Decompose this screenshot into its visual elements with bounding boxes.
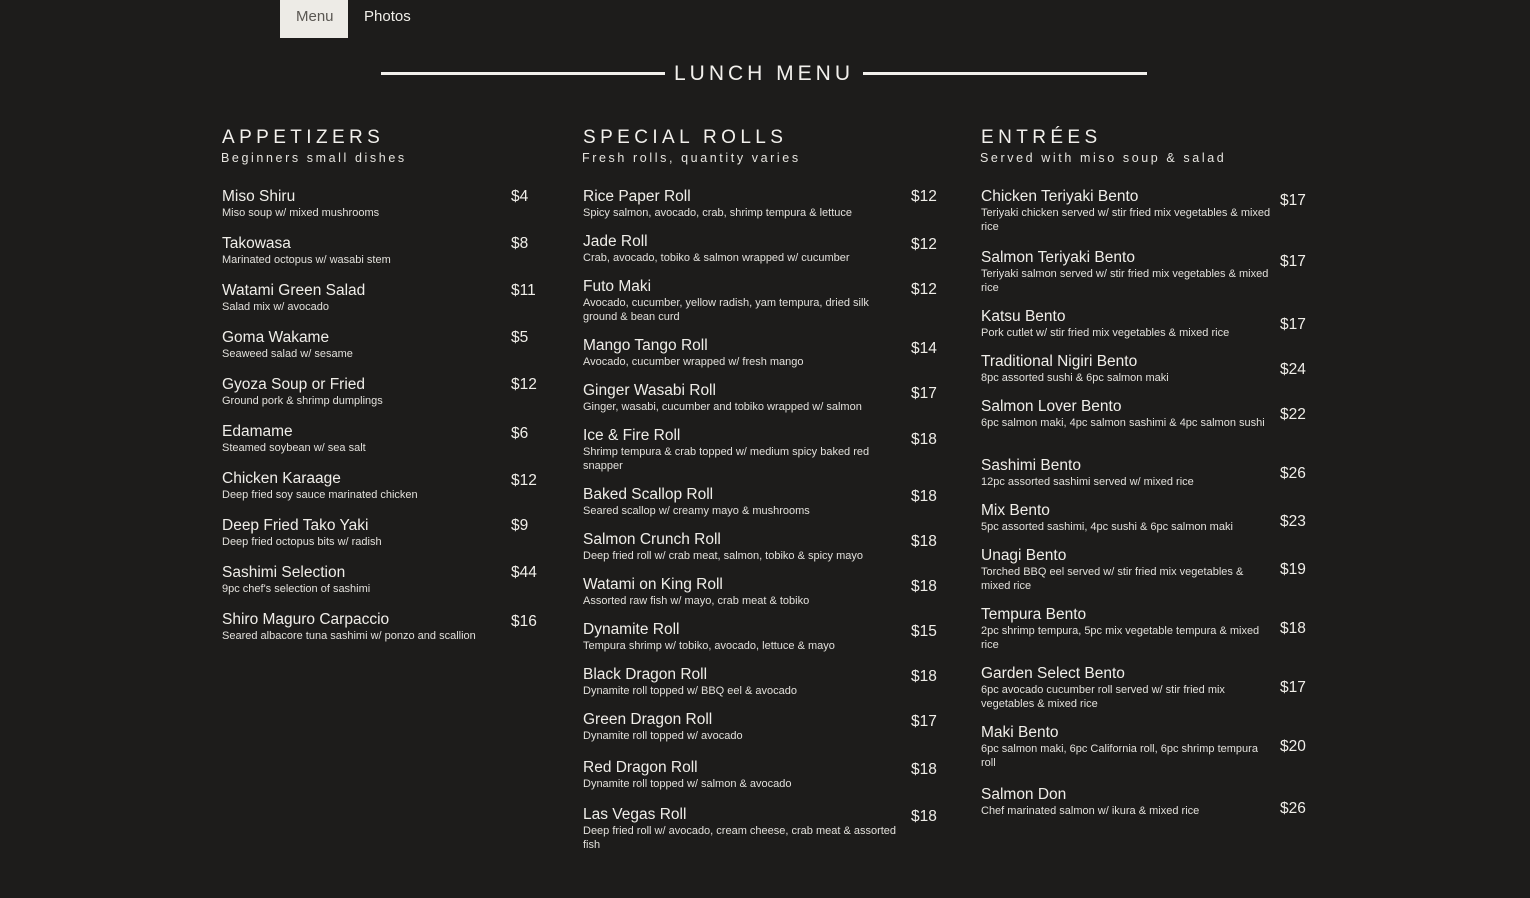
- menu-item-name: Salmon Crunch Roll: [583, 531, 721, 548]
- menu-item-price: $18: [911, 431, 937, 448]
- entrees-section: [980, 126, 1311, 817]
- tab-bar: [280, 0, 427, 38]
- menu-item: [583, 427, 937, 473]
- menu-item-price: $18: [1280, 620, 1306, 637]
- menu-item: [583, 666, 937, 698]
- menu-item-name: Chicken Karaage: [222, 470, 341, 487]
- menu-item-name: Jade Roll: [583, 233, 648, 250]
- menu-item-name: Takowasa: [222, 235, 291, 252]
- menu-item-price: $18: [911, 668, 937, 685]
- section-subtitle: Beginners small dishes: [221, 151, 407, 165]
- menu-item: [222, 235, 529, 267]
- menu-item-description: Deep fried octopus bits w/ radish: [222, 536, 382, 548]
- menu-item-description: Salad mix w/ avocado: [222, 301, 329, 313]
- menu-item-name: Sashimi Selection: [222, 564, 346, 581]
- menu-item: [981, 502, 1306, 534]
- appetizers-section: [221, 126, 542, 642]
- menu-item-name: Dynamite Roll: [583, 621, 680, 638]
- page-title-row: [381, 62, 1147, 90]
- menu-item-description: 6pc avocado cucumber roll served w/ stir fried mix vegetables & mixed rice: [981, 684, 1225, 710]
- menu-item-price: $4: [511, 188, 529, 205]
- menu-item-description: Avocado, cucumber wrapped w/ fresh mango: [583, 356, 804, 368]
- menu-item-description: Dynamite roll topped w/ avocado: [583, 730, 743, 742]
- menu-item-description: Shrimp tempura & crab topped w/ medium spicy baked red snapper: [583, 446, 870, 472]
- section-title: ENTRÉES: [981, 127, 1102, 148]
- menu-item-name: Las Vegas Roll: [583, 806, 687, 823]
- menu-item-price: $18: [911, 808, 937, 825]
- menu-item-description: Dynamite roll topped w/ salmon & avocado: [583, 778, 792, 790]
- page-title: LUNCH MENU: [673, 62, 854, 85]
- menu-item: [981, 665, 1306, 711]
- menu-item-name: Green Dragon Roll: [583, 711, 713, 728]
- menu-item-description: 12pc assorted sashimi served w/ mixed rice: [981, 476, 1194, 488]
- menu-item-description: 8pc assorted sushi & 6pc salmon maki: [981, 372, 1169, 384]
- menu-item-name: Miso Shiru: [222, 188, 296, 205]
- menu-item-price: $12: [911, 281, 937, 298]
- menu-item-name: Red Dragon Roll: [583, 759, 698, 776]
- menu-item-name: Salmon Teriyaki Bento: [981, 249, 1135, 266]
- menu-item-description: Torched BBQ eel served w/ stir fried mix vegetables & mixed rice: [981, 566, 1244, 592]
- menu-item: [583, 806, 937, 852]
- menu-item-price: $5: [511, 329, 529, 346]
- menu-item-price: $44: [511, 564, 537, 581]
- menu-item-price: $17: [911, 713, 937, 730]
- menu-item-description: Deep fried roll w/ crab meat, salmon, tobiko & spicy mayo: [583, 550, 864, 562]
- menu-item-price: $17: [911, 385, 937, 402]
- title-divider-left: [381, 72, 665, 75]
- menu-item-price: $12: [911, 236, 937, 253]
- menu-item-description: Ground pork & shrimp dumplings: [222, 395, 383, 407]
- menu-item-price: $14: [911, 340, 937, 357]
- title-divider-right: [863, 72, 1147, 75]
- menu-item-description: 5pc assorted sashimi, 4pc sushi & 6pc salmon maki: [981, 521, 1233, 533]
- menu-item: [981, 249, 1306, 295]
- menu-item-name: Tempura Bento: [981, 606, 1087, 623]
- menu-item-description: Deep fried roll w/ avocado, cream cheese, crab meat & assorted fish: [583, 825, 897, 851]
- menu-item: [583, 621, 937, 653]
- menu-item: [583, 337, 937, 369]
- menu-item-price: $23: [1280, 513, 1306, 530]
- menu-item-name: Chicken Teriyaki Bento: [981, 188, 1139, 205]
- menu-item-name: Maki Bento: [981, 724, 1059, 741]
- special-rolls-section: [582, 126, 943, 851]
- menu-item: [222, 517, 529, 549]
- menu-item-price: $26: [1280, 800, 1306, 817]
- menu-item-description: Marinated octopus w/ wasabi stem: [222, 254, 391, 266]
- menu-item-description: Chef marinated salmon w/ ikura & mixed rice: [981, 805, 1200, 817]
- menu-item: [583, 486, 937, 518]
- menu-item-description: Spicy salmon, avocado, crab, shrimp tempura & lettuce: [583, 207, 853, 219]
- menu-item-description: Deep fried soy sauce marinated chicken: [222, 489, 418, 501]
- menu-item: [583, 278, 937, 324]
- menu-item: [981, 398, 1306, 430]
- menu-item-description: Dynamite roll topped w/ BBQ eel & avocado: [583, 685, 798, 697]
- menu-item-price: $20: [1280, 738, 1306, 755]
- menu-item: [583, 759, 937, 791]
- menu-item-description: Seared albacore tuna sashimi w/ ponzo and scallion: [222, 630, 476, 642]
- menu-item-name: Ginger Wasabi Roll: [583, 382, 716, 399]
- menu-item-price: $19: [1280, 561, 1306, 578]
- menu-item: [222, 329, 529, 361]
- menu-item-description: Pork cutlet w/ stir fried mix vegetables & mixed rice: [981, 327, 1230, 339]
- menu-item: [222, 564, 537, 596]
- menu-item-price: $17: [1280, 192, 1306, 209]
- section-title: APPETIZERS: [222, 127, 385, 148]
- menu-item-name: Shiro Maguro Carpaccio: [222, 611, 390, 628]
- menu-item-price: $12: [911, 188, 937, 205]
- menu-item-name: Futo Maki: [583, 278, 652, 295]
- menu-item: [583, 188, 937, 220]
- menu-item: [981, 457, 1306, 489]
- menu-item: [981, 308, 1306, 340]
- section-title: SPECIAL ROLLS: [583, 127, 788, 148]
- menu-item: [222, 423, 529, 455]
- menu-item-name: Traditional Nigiri Bento: [981, 353, 1138, 370]
- menu-item-description: Steamed soybean w/ sea salt: [222, 442, 366, 454]
- menu-item-price: $8: [511, 235, 529, 252]
- menu-item-name: Unagi Bento: [981, 547, 1067, 564]
- menu-item-name: Mix Bento: [981, 502, 1050, 519]
- menu-item-description: Crab, avocado, tobiko & salmon wrapped w/ cucumber: [583, 252, 850, 264]
- menu-item: [981, 606, 1306, 652]
- menu-item-price: $17: [1280, 679, 1306, 696]
- menu-item: [583, 382, 937, 414]
- menu-item: [583, 531, 937, 563]
- menu-item-description: Teriyaki chicken served w/ stir fried mix vegetables & mixed rice: [981, 207, 1271, 233]
- section-subtitle: Served with miso soup & salad: [980, 151, 1227, 165]
- menu-item: [583, 711, 937, 743]
- menu-item: [222, 611, 537, 643]
- menu-item-description: 2pc shrimp tempura, 5pc mix vegetable tempura & mixed rice: [981, 625, 1260, 651]
- menu-item-description: 9pc chef's selection of sashimi: [222, 583, 371, 595]
- section-subtitle: Fresh rolls, quantity varies: [582, 151, 801, 165]
- menu-item-price: $17: [1280, 253, 1306, 270]
- menu-item-description: Ginger, wasabi, cucumber and tobiko wrapped w/ salmon: [583, 401, 862, 413]
- menu-item-name: Ice & Fire Roll: [583, 427, 681, 444]
- menu-item-description: Seaweed salad w/ sesame: [222, 348, 353, 360]
- menu-item: [981, 188, 1306, 234]
- menu-item-name: Baked Scallop Roll: [583, 486, 714, 503]
- menu-item-name: Gyoza Soup or Fried: [222, 376, 366, 393]
- menu-item-price: $18: [911, 578, 937, 595]
- menu-item-name: Edamame: [222, 423, 293, 440]
- menu-item: [222, 282, 536, 314]
- menu-item-price: $18: [911, 533, 937, 550]
- menu-item-price: $12: [511, 472, 537, 489]
- menu-item-name: Salmon Lover Bento: [981, 398, 1122, 415]
- menu-item-name: Watami on King Roll: [583, 576, 723, 593]
- menu-item-name: Watami Green Salad: [222, 282, 366, 299]
- menu-item-price: $18: [911, 761, 937, 778]
- menu-item: [981, 353, 1306, 385]
- menu-item-name: Black Dragon Roll: [583, 666, 708, 683]
- menu-item-description: Seared scallop w/ creamy mayo & mushrooms: [583, 505, 810, 517]
- menu-item-price: $17: [1280, 316, 1306, 333]
- menu-item-description: Assorted raw fish w/ mayo, crab meat & tobiko: [583, 595, 810, 607]
- menu-item-price: $15: [911, 623, 937, 640]
- menu-item-price: $16: [511, 613, 537, 630]
- menu-item-name: Rice Paper Roll: [583, 188, 691, 205]
- menu-item-price: $12: [511, 376, 537, 393]
- menu-item-price: $26: [1280, 465, 1306, 482]
- menu-item-description: Tempura shrimp w/ tobiko, avocado, lettuce & mayo: [583, 640, 835, 652]
- menu-item: [981, 724, 1306, 770]
- menu-item-name: Katsu Bento: [981, 308, 1066, 325]
- menu-item-name: Deep Fried Tako Yaki: [222, 517, 369, 534]
- menu-item-description: Miso soup w/ mixed mushrooms: [222, 207, 380, 219]
- menu-item-price: $24: [1280, 361, 1306, 378]
- menu-item-name: Mango Tango Roll: [583, 337, 708, 354]
- menu-item-price: $18: [911, 488, 937, 505]
- menu-item-price: $6: [511, 425, 529, 442]
- menu-item-name: Goma Wakame: [222, 329, 330, 346]
- menu-item-description: Avocado, cucumber, yellow radish, yam tempura, dried silk ground & bean curd: [583, 297, 869, 323]
- menu-item: [583, 233, 937, 265]
- menu-item-price: $22: [1280, 406, 1306, 423]
- tab-menu[interactable]: Menu: [280, 0, 348, 38]
- menu-item-price: $9: [511, 517, 529, 534]
- menu-item: [222, 470, 537, 502]
- menu-item-description: Teriyaki salmon served w/ stir fried mix vegetables & mixed rice: [981, 268, 1269, 294]
- menu-item: [222, 188, 529, 220]
- menu-item: [981, 547, 1306, 593]
- menu-item-description: 6pc salmon maki, 6pc California roll, 6pc shrimp tempura roll: [981, 743, 1258, 769]
- menu-item-name: Sashimi Bento: [981, 457, 1081, 474]
- menu-item-description: 6pc salmon maki, 4pc salmon sashimi & 4pc salmon sushi: [981, 417, 1265, 429]
- tab-photos[interactable]: Photos: [364, 8, 411, 25]
- menu-item: [583, 576, 937, 608]
- menu-item-price: $11: [511, 282, 536, 299]
- menu-item: [981, 786, 1306, 818]
- menu-item-name: Salmon Don: [981, 786, 1067, 803]
- menu-item: [222, 376, 537, 408]
- menu-item-name: Garden Select Bento: [981, 665, 1125, 682]
